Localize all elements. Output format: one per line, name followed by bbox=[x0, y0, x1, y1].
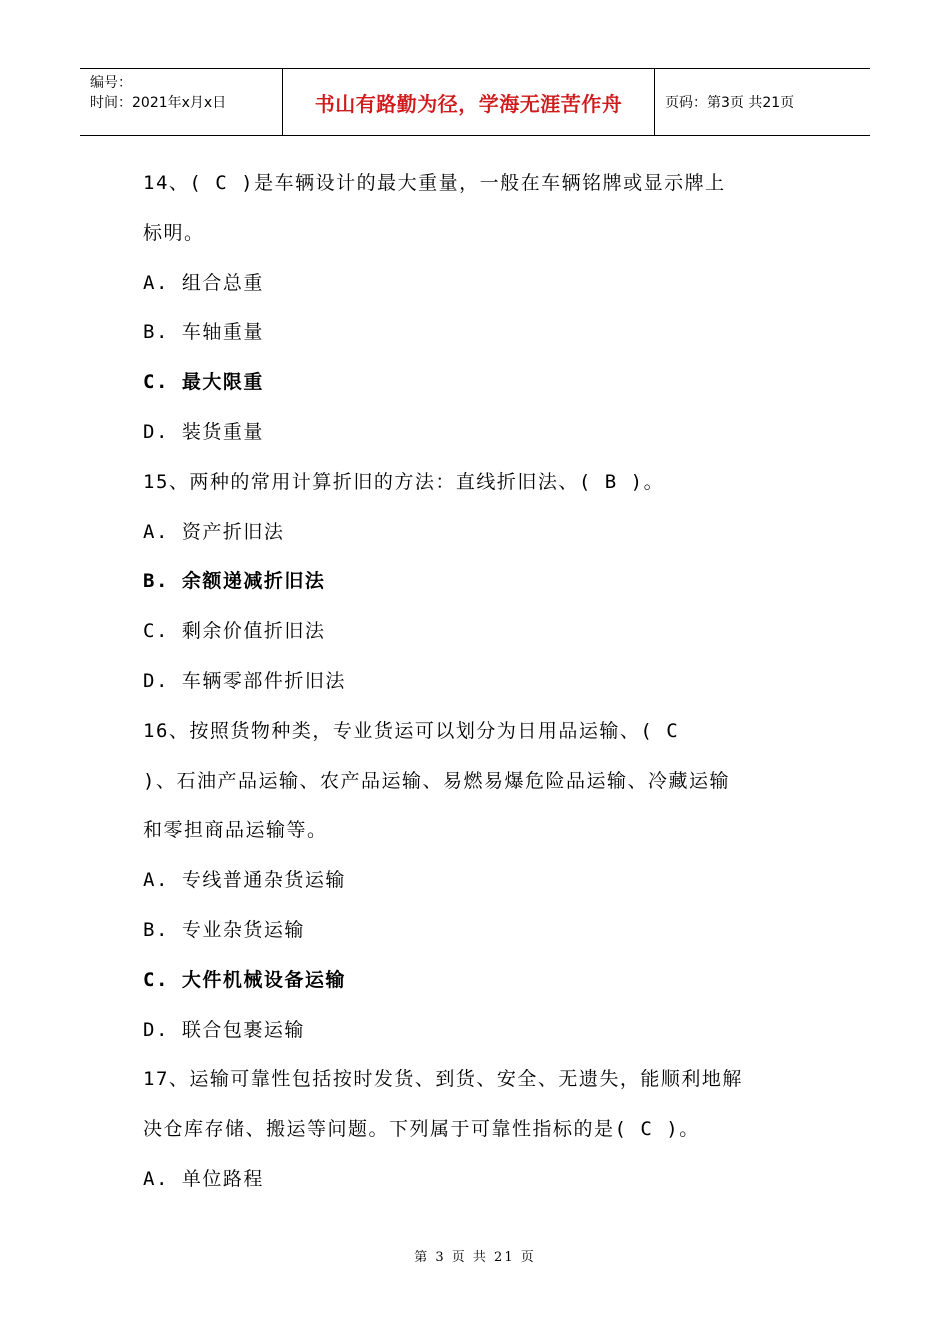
answer-option: A. 单位路程 bbox=[143, 1167, 264, 1190]
question-stem-line: 14、( C )是车辆设计的最大重量，一般在车辆铭牌或显示牌上 bbox=[143, 172, 726, 194]
header-page-cell bbox=[655, 69, 870, 135]
answer-option: C. 剩余价值折旧法 bbox=[143, 620, 326, 643]
question-block bbox=[143, 1054, 813, 1203]
header-motto: 书山有路勤为径，学海无涯苦作舟 bbox=[314, 91, 623, 116]
question-block bbox=[143, 706, 813, 1055]
answer-option-correct: B. 余额递减折旧法 bbox=[143, 570, 326, 593]
answer-option: D. 联合包裹运输 bbox=[143, 1018, 305, 1041]
question-stem-line: 标明。 bbox=[143, 221, 205, 244]
answer-option-correct: C. 大件机械设备运输 bbox=[143, 968, 346, 991]
answer-option: A. 资产折旧法 bbox=[143, 520, 285, 543]
question-stem-line: 和零担商品运输等。 bbox=[143, 819, 328, 842]
question-block bbox=[143, 158, 813, 457]
question-stem-line: 决仓库存储、搬运等问题。下列属于可靠性指标的是( C )。 bbox=[143, 1118, 700, 1141]
document-number-label: 编号： bbox=[90, 75, 132, 91]
answer-option: A. 组合总重 bbox=[143, 271, 264, 294]
header-meta bbox=[80, 69, 282, 135]
question-list bbox=[143, 158, 813, 1204]
question-stem-line: 15、两种的常用计算折旧的方法：直线折旧法、( B )。 bbox=[143, 470, 665, 493]
answer-option: A. 专线普通杂货运输 bbox=[143, 869, 346, 892]
document-date: 时间：2021年x月x日 bbox=[90, 95, 227, 111]
question-block bbox=[143, 457, 813, 706]
document-header bbox=[80, 68, 870, 136]
question-stem-line: )、石油产品运输、农产品运输、易燃易爆危险品运输、冷藏运输 bbox=[143, 769, 730, 792]
answer-option-correct: C. 最大限重 bbox=[143, 371, 264, 394]
question-stem-line: 16、按照货物种类，专业货运可以划分为日用品运输、( C bbox=[143, 719, 680, 742]
header-page-indicator: 页码：第3页 共21页 bbox=[665, 95, 795, 111]
answer-option: D. 装货重量 bbox=[143, 420, 264, 443]
question-stem-line: 17、运输可靠性包括按时发货、到货、安全、无遗失，能顺利地解 bbox=[143, 1068, 743, 1091]
answer-option: D. 车辆零部件折旧法 bbox=[143, 669, 346, 692]
answer-option: B. 车轴重量 bbox=[143, 321, 264, 344]
answer-option: B. 专业杂货运输 bbox=[143, 918, 305, 941]
header-motto-cell bbox=[282, 69, 655, 135]
page-footer: 第 3 页 共 21 页 bbox=[414, 1250, 536, 1265]
